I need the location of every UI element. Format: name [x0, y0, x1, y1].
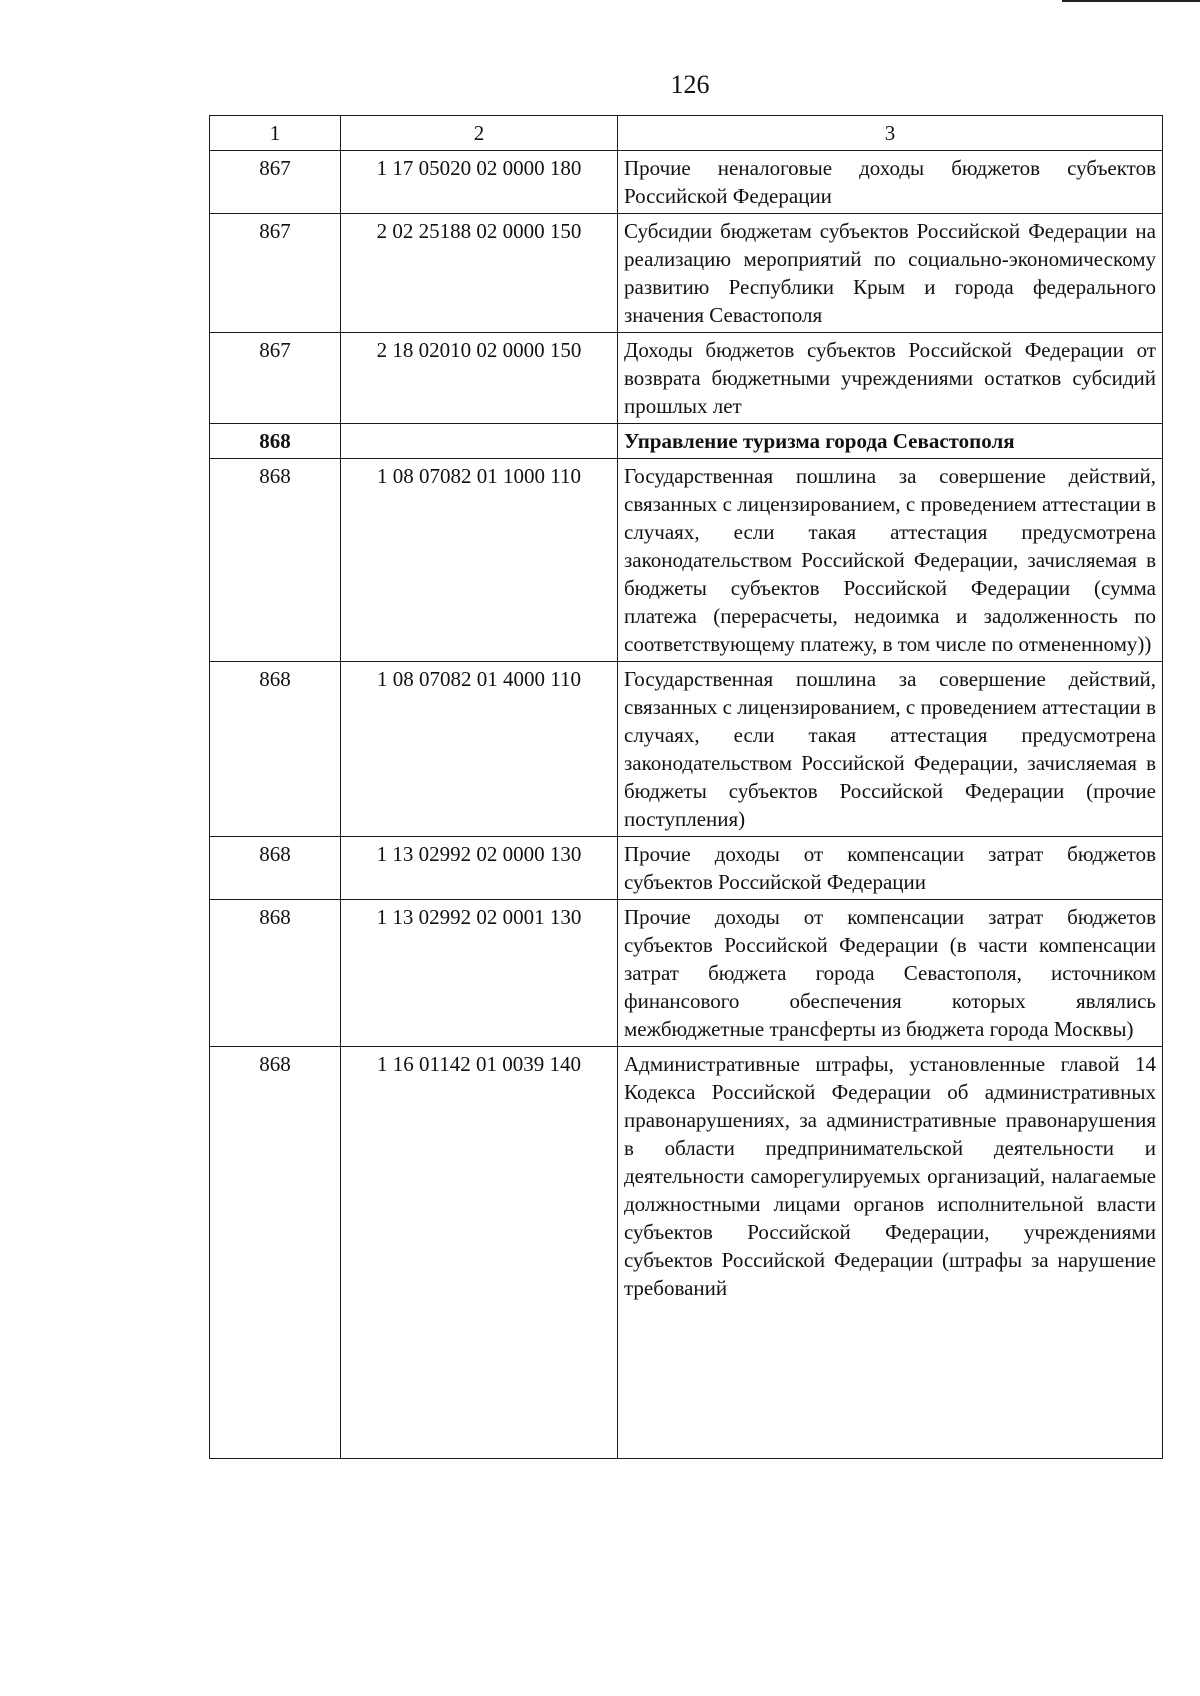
- revenue-name-cell: Доходы бюджетов субъектов Российской Федерации от возврата бюджетными учреждениями остатков субсидий прошлых лет: [618, 333, 1163, 424]
- admin-code-cell: 868: [210, 837, 341, 900]
- column-header-3: 3: [618, 116, 1163, 151]
- table-row: [210, 900, 1163, 1047]
- revenue-name-cell: Субсидии бюджетам субъектов Российской Федерации на реализацию мероприятий по социально-экономическому развитию Республики Крым и города федерального значения Севастополя: [618, 214, 1163, 333]
- budget-classification-code-cell: 2 18 02010 02 0000 150: [341, 333, 618, 424]
- budget-classification-code-cell: 1 08 07082 01 4000 110: [341, 662, 618, 837]
- table-row: [210, 1047, 1163, 1459]
- admin-code-cell: 868: [210, 1047, 341, 1459]
- admin-code-cell: 868: [210, 424, 341, 459]
- revenue-name-cell: Прочие неналоговые доходы бюджетов субъектов Российской Федерации: [618, 151, 1163, 214]
- table-row: [210, 214, 1163, 333]
- revenue-name-cell: Административные штрафы, установленные главой 14 Кодекса Российской Федерации об административных правонарушениях, за административные правонарушения в области предпринимательской деятельности и деятельности саморегулируемых организаций, налагаемые должностными лицами органов исполнительной власти субъектов Российской Федерации, учреждениями субъектов Российской Федерации (штрафы за нарушение требований: [618, 1047, 1163, 1459]
- budget-classification-code-cell: 1 08 07082 01 1000 110: [341, 459, 618, 662]
- revenue-name-cell: Прочие доходы от компенсации затрат бюджетов субъектов Российской Федерации: [618, 837, 1163, 900]
- table-header-row: [210, 116, 1163, 151]
- budget-classification-code-cell: 1 13 02992 02 0001 130: [341, 900, 618, 1047]
- revenue-name-cell: Государственная пошлина за совершение действий, связанных с лицензированием, с проведением аттестации в случаях, если такая аттестация предусмотрена законодательством Российской Федерации, зачисляемая в бюджеты субъектов Российской Федерации (сумма платежа (перерасчеты, недоимка и задолженность по соответствующему платежу, в том числе по отмененному)): [618, 459, 1163, 662]
- budget-classification-code-cell: 1 17 05020 02 0000 180: [341, 151, 618, 214]
- admin-code-cell: 868: [210, 662, 341, 837]
- table-row: [210, 459, 1163, 662]
- column-header-2: 2: [341, 116, 618, 151]
- page-number: 126: [670, 70, 710, 99]
- admin-code-cell: 867: [210, 151, 341, 214]
- budget-classification-code-cell: 1 16 01142 01 0039 140: [341, 1047, 618, 1459]
- table-row: [210, 662, 1163, 837]
- table-row: [210, 837, 1163, 900]
- table-row: [210, 424, 1163, 459]
- scan-edge-line: [1062, 0, 1200, 2]
- column-header-1: 1: [210, 116, 341, 151]
- budget-classification-code-cell: [341, 424, 618, 459]
- revenue-codes-table: [209, 115, 1163, 1459]
- revenue-name-cell: Государственная пошлина за совершение действий, связанных с лицензированием, с проведением аттестации в случаях, если такая аттестация предусмотрена законодательством Российской Федерации, зачисляемая в бюджеты субъектов Российской Федерации (прочие поступления): [618, 662, 1163, 837]
- budget-classification-code-cell: 2 02 25188 02 0000 150: [341, 214, 618, 333]
- revenue-name-cell: Управление туризма города Севастополя: [618, 424, 1163, 459]
- admin-code-cell: 868: [210, 459, 341, 662]
- budget-classification-code-cell: 1 13 02992 02 0000 130: [341, 837, 618, 900]
- admin-code-cell: 867: [210, 333, 341, 424]
- table-row: [210, 151, 1163, 214]
- admin-code-cell: 868: [210, 900, 341, 1047]
- admin-code-cell: 867: [210, 214, 341, 333]
- table-row: [210, 333, 1163, 424]
- revenue-name-cell: Прочие доходы от компенсации затрат бюджетов субъектов Российской Федерации (в части компенсации затрат бюджета города Севастополя, источником финансового обеспечения которых являлись межбюджетные трансферты из бюджета города Москвы): [618, 900, 1163, 1047]
